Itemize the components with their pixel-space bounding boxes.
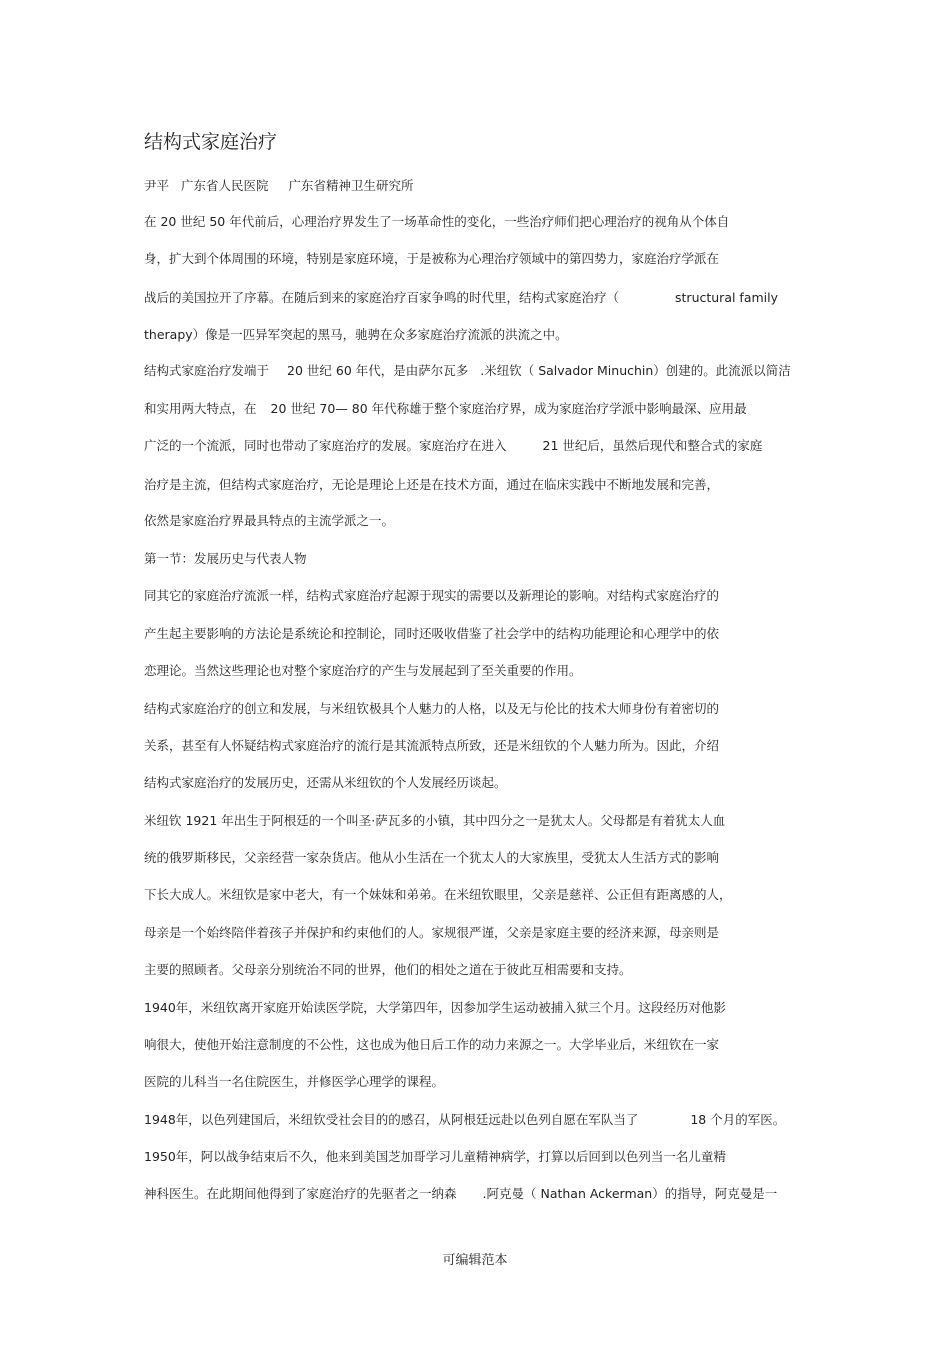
author-affiliation-1: 广东省人民医院 <box>181 178 269 193</box>
text-run: 1948年，以色列建国后，米纽钦受社会目的的感召，从阿根廷远赴以色列自愿在军队当了 <box>144 1112 639 1127</box>
paragraph-line <box>144 1185 777 1203</box>
text-run: 21 世纪后，虽然后现代和整合式的家庭 <box>542 438 763 453</box>
paragraph-line: 响很大，使他开始注意制度的不公性，这也成为他日后工作的动力来源之一。大学毕业后，米纽钦在一家 <box>144 1037 720 1052</box>
paragraph-line: 恋理论。当然这些理论也对整个家庭治疗的产生与发展起到了至关重要的作用。 <box>144 663 582 678</box>
paragraph-line: 在 20 世纪 50 年代前后，心理治疗界发生了一场革命性的变化，一些治疗师们把心理治疗的视角从个体自 <box>144 214 730 229</box>
paragraph-line: 母亲是一个始终陪伴着孩子并保护和约束他们的人。家规很严谨，父亲是家庭主要的经济来源，母亲则是 <box>144 925 720 940</box>
paragraph-line <box>144 1111 785 1129</box>
author-affiliation-2: 广东省精神卫生研究所 <box>288 178 414 193</box>
text-run: 和实用两大特点，在 <box>144 401 257 416</box>
paragraph-line: 同其它的家庭治疗流派一样，结构式家庭治疗起源于现实的需要以及新理论的影响。对结构式家庭治疗的 <box>144 588 720 603</box>
paragraph-line: 主要的照顾者。父母亲分别统治不同的世界，他们的相处之道在于彼此互相需要和支持。 <box>144 962 632 977</box>
text-run: .阿克曼（ Nathan Ackerman）的指导，阿克曼是一 <box>482 1186 778 1201</box>
text-run: 20 世纪 70— 80 年代称雄于整个家庭治疗界，成为家庭治疗学派中影响最深、应用最 <box>270 401 747 416</box>
text-run: 广泛的一个流派，同时也带动了家庭治疗的发展。家庭治疗在进入 <box>144 438 507 453</box>
paragraph-line: 下长大成人。米纽钦是家中老大，有一个妹妹和弟弟。在米纽钦眼里，父亲是慈祥、公正但有距离感的人， <box>144 887 732 902</box>
paragraph-line: 身，扩大到个体周围的环境，特别是家庭环境，于是被称为心理治疗领域中的第四势力，家庭治疗学派在 <box>144 251 720 266</box>
text-run: 结构式家庭治疗发端于 <box>144 363 270 378</box>
text-run: 18 个月的军医。 <box>690 1112 786 1127</box>
paragraph-line: 米纽钦 1921 年出生于阿根廷的一个叫圣·萨瓦多的小镇，其中四分之一是犹太人。父母都是有着犹太人血 <box>144 813 726 828</box>
author-name: 尹平 <box>144 178 170 193</box>
text-run: 20 世纪 60 年代，是由萨尔瓦多 <box>287 363 469 378</box>
text-run: structural family <box>675 290 779 305</box>
paragraph-line: 依然是家庭治疗界最具特点的主流学派之一。 <box>144 513 395 528</box>
paragraph-line: 统的俄罗斯移民，父亲经营一家杂货店。他从小生活在一个犹太人的大家族里，受犹太人生活方式的影响 <box>144 850 720 865</box>
text-run: 神科医生。在此期间他得到了家庭治疗的先驱者之一纳森 <box>144 1186 457 1201</box>
paragraph-line <box>144 400 747 418</box>
section-heading: 第一节：发展历史与代表人物 <box>144 551 307 566</box>
document-title: 结构式家庭治疗 <box>144 131 278 153</box>
page-footer: 可编辑范本 <box>442 1253 508 1268</box>
paragraph-line: 治疗是主流，但结构式家庭治疗，无论是理论上还是在技术方面，通过在临床实践中不断地发展和完善， <box>144 477 720 492</box>
text-run: 战后的美国拉开了序幕。在随后到来的家庭治疗百家争鸣的时代里，结构式家庭治疗（ <box>144 290 620 305</box>
paragraph-line: therapy）像是一匹异军突起的黑马，驰骋在众多家庭治疗流派的洪流之中。 <box>144 327 568 342</box>
paragraph-line <box>144 362 791 380</box>
paragraph-line: 医院的儿科当一名住院医生，并修医学心理学的课程。 <box>144 1074 445 1089</box>
paragraph-line: 结构式家庭治疗的发展历史，还需从米纽钦的个人发展经历谈起。 <box>144 775 507 790</box>
paragraph-line <box>144 289 778 307</box>
paragraph-line: 1940年，米纽钦离开家庭开始读医学院，大学第四年，因参加学生运动被捕入狱三个月。这段经历对他影 <box>144 1000 726 1015</box>
paragraph-line: 结构式家庭治疗的创立和发展，与米纽钦极具个人魅力的人格，以及无与伦比的技术大师身份有着密切的 <box>144 701 720 716</box>
paragraph-line: 产生起主要影响的方法论是系统论和控制论，同时还吸收借鉴了社会学中的结构功能理论和心理学中的依 <box>144 626 720 641</box>
text-run: .米纽钦（ Salvador Minuchin）创建的。此流派以简洁 <box>480 363 791 378</box>
author-line <box>144 177 414 195</box>
paragraph-line: 关系，甚至有人怀疑结构式家庭治疗的流行是其流派特点所致，还是米纽钦的个人魅力所为。因此，介绍 <box>144 738 720 753</box>
paragraph-line <box>144 437 762 455</box>
paragraph-line: 1950年，阿以战争结束后不久，他来到美国芝加哥学习儿童精神病学，打算以后回到以色列当一名儿童精 <box>144 1149 726 1164</box>
